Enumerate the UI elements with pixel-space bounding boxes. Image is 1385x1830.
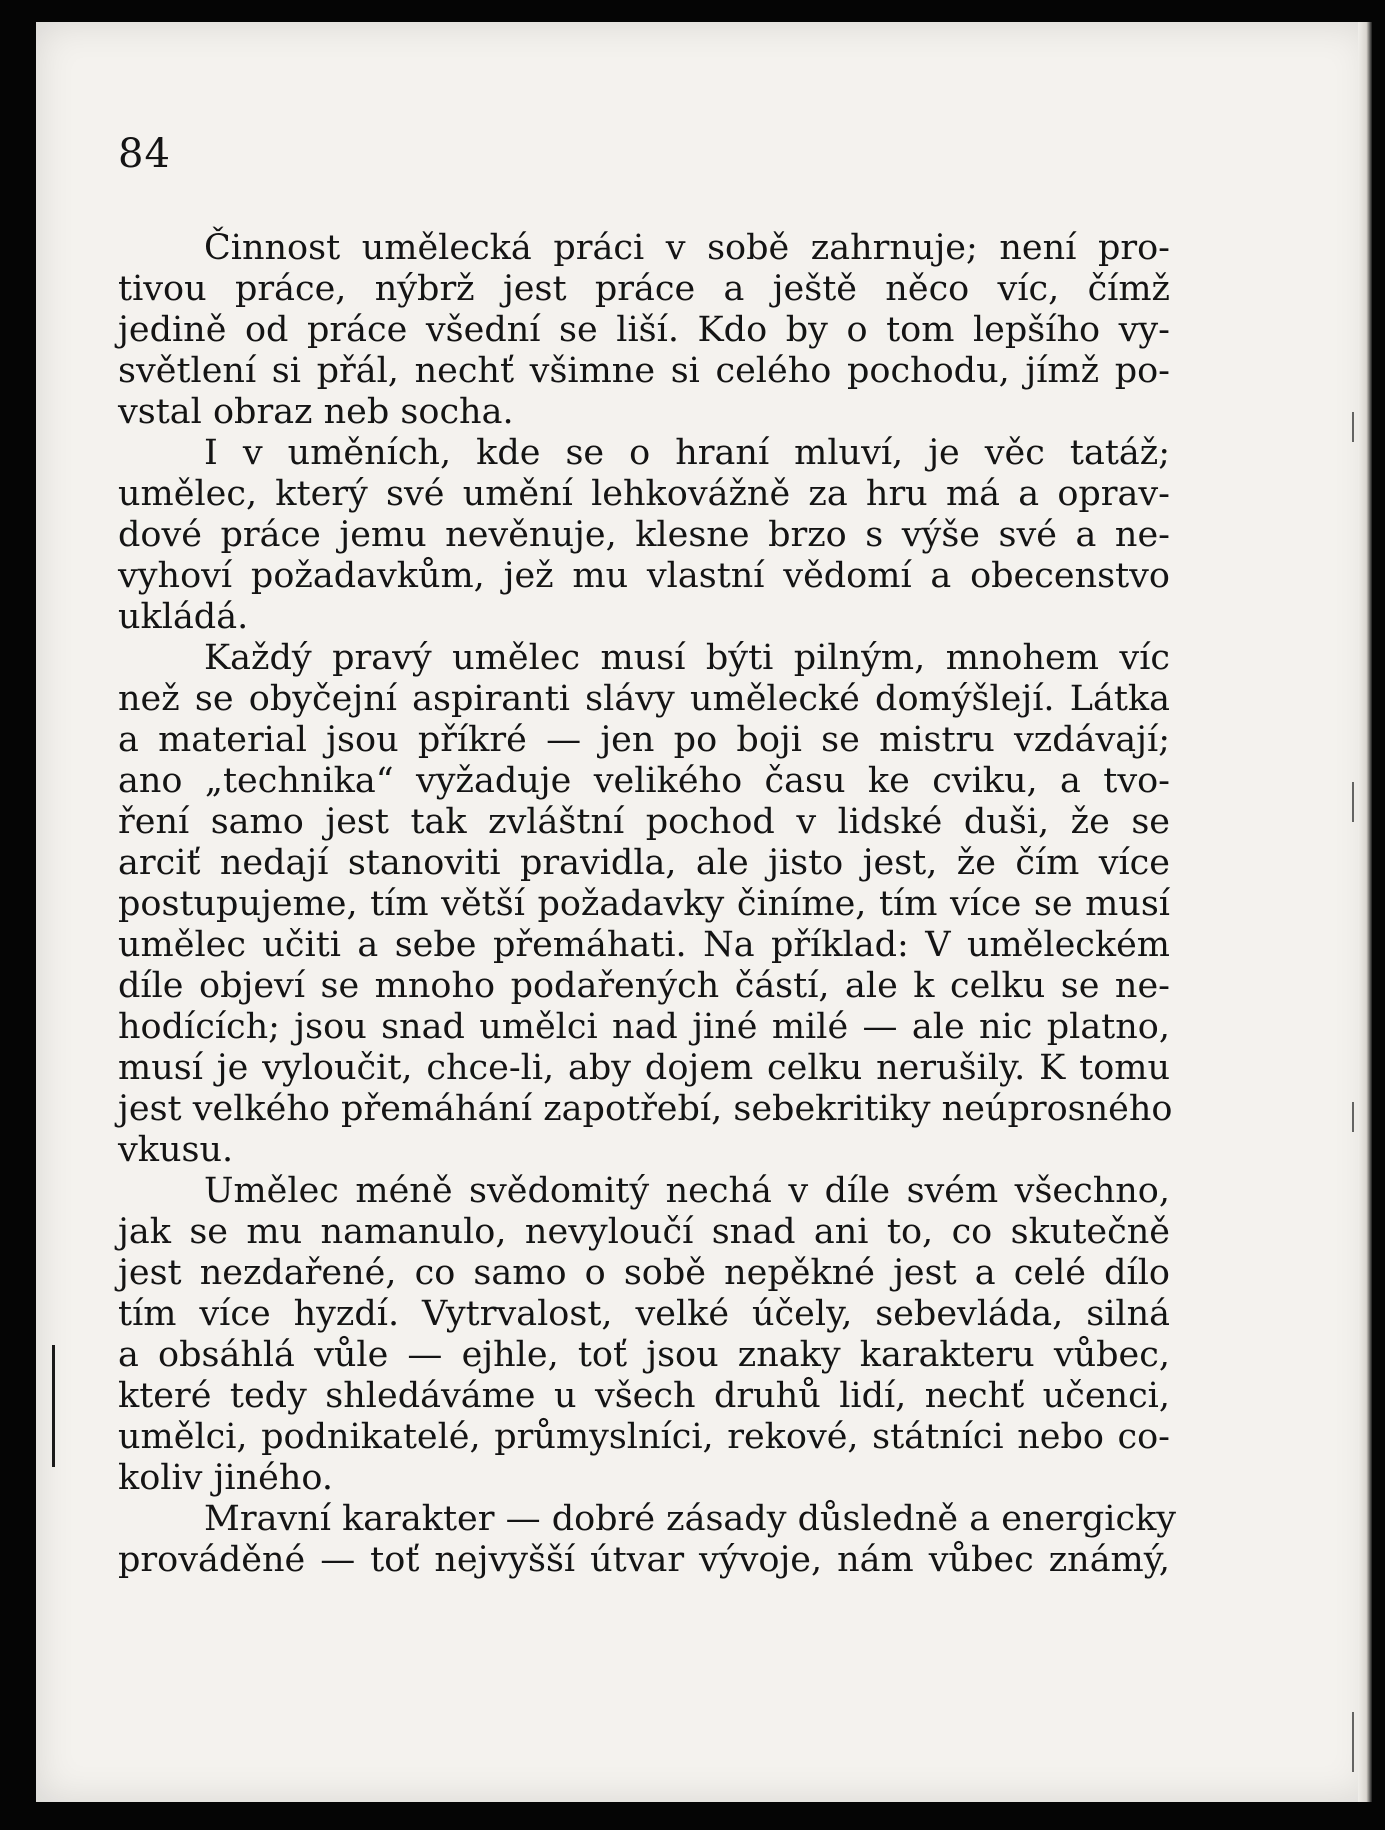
left-margin-mark [52, 1345, 55, 1467]
margin-mark [1352, 1102, 1354, 1132]
margin-mark [1352, 412, 1354, 442]
text-line: ano „technika“ vyžaduje velikého času ke cviku, a tvo- [118, 761, 1170, 801]
text-line: a obsáhlá vůle — ejhle, toť jsou znaky karakteru vůbec, [118, 1335, 1170, 1375]
text-line: vstal obraz neb socha. [118, 392, 514, 432]
text-line: vyhoví požadavkům, jež mu vlastní vědomí a obecenstvo [118, 556, 1170, 596]
margin-mark [1352, 782, 1354, 822]
text-line: I v uměních, kde se o hraní mluví, je věc tatáž; [204, 433, 1170, 473]
text-line: tím více hyzdí. Vytrvalost, velké účely, sebevláda, silná [118, 1294, 1170, 1334]
text-line: koliv jiného. [118, 1458, 333, 1498]
text-line: umělec, který své umění lehkovážně za hru má a oprav- [118, 474, 1170, 514]
text-line: které tedy shledáváme u všech druhů lidí, nechť učenci, [118, 1376, 1170, 1416]
text-line: jedině od práce všední se liší. Kdo by o tom lepšího vy- [118, 310, 1170, 350]
text-line: než se obyčejní aspiranti slávy umělecké domýšlejí. Látka [118, 679, 1170, 719]
margin-mark [1352, 1712, 1354, 1772]
text-line: díle objeví se mnoho podařených částí, ale k celku se ne- [118, 966, 1170, 1006]
text-line: vkusu. [118, 1130, 234, 1170]
text-line: umělci, podnikatelé, průmyslníci, rekové, státníci nebo co- [118, 1417, 1170, 1457]
text-line: arciť nedají stanoviti pravidla, ale jisto jest, že čím více [118, 843, 1170, 883]
page-edge [1358, 22, 1372, 1802]
text-line: jest velkého přemáhání zapotřebí, sebekritiky neúprosného [118, 1089, 1173, 1129]
text-line: hodících; jsou snad umělci nad jiné milé — ale nic platno, [118, 1007, 1170, 1047]
text-line: světlení si přál, nechť všimne si celého pochodu, jímž po- [118, 351, 1170, 391]
text-line: ukládá. [118, 597, 249, 637]
text-line: jest nezdařené, co samo o sobě nepěkné jest a celé dílo [118, 1253, 1170, 1293]
text-line: Mravní karakter — dobré zásady důsledně a energicky [204, 1499, 1177, 1539]
text-line: dové práce jemu nevěnuje, klesne brzo s výše své a ne- [118, 515, 1170, 555]
text-line: umělec učiti a sebe přemáhati. Na příklad: V uměleckém [118, 925, 1170, 965]
text-line: tivou práce, nýbrž jest práce a ještě něco víc, čímž [118, 269, 1170, 309]
text-line: prováděné — toť nejvyšší útvar vývoje, nám vůbec známý, [118, 1540, 1170, 1580]
text-line: musí je vyloučit, chce-li, aby dojem celku nerušily. K tomu [118, 1048, 1170, 1088]
text-line: Činnost umělecká práci v sobě zahrnuje; není pro- [204, 228, 1170, 268]
text-line: jak se mu namanulo, nevyloučí snad ani to, co skutečně [118, 1212, 1170, 1252]
body-text [118, 228, 1177, 1581]
text-line: Umělec méně svědomitý nechá v díle svém všechno, [204, 1171, 1170, 1211]
text-line: a material jsou příkré — jen po boji se mistru vzdávají; [118, 720, 1170, 760]
page-number: 84 [118, 131, 171, 177]
text-line: Každý pravý umělec musí býti pilným, mnohem víc [204, 638, 1170, 678]
text-line: postupujeme, tím větší požadavky činíme, tím více se musí [118, 884, 1170, 924]
text-line: ření samo jest tak zvláštní pochod v lidské duši, že se [118, 802, 1170, 842]
